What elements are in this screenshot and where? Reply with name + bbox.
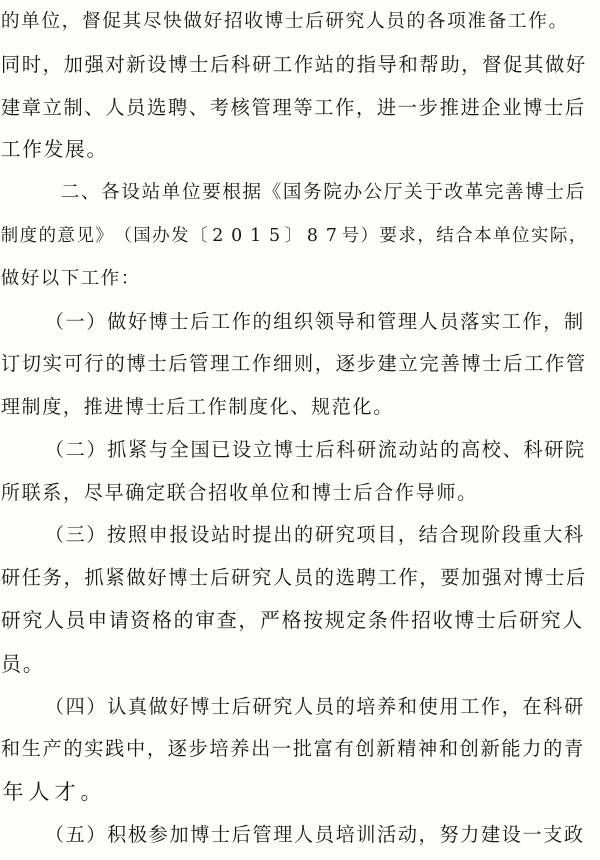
text-line: 同 时 ， 加 强 对 新 设 博 士 后 科 研 工 作 站 的 指 导 和 帮 助 ， 督 促 其 做 好 <box>0 53 586 76</box>
text-line: （ 五 ） 积 极 参 加 博 士 后 管 理 人 员 培 训 活 动 ， 努 力 建 设 一 支 政 <box>44 823 584 846</box>
text-line: 所 联 系 ， 尽 早 确 定 联 合 招 收 单 位 和 博 士 后 合 作 导 师 。 <box>0 482 477 504</box>
text-line: 年 人 才 。 <box>2 780 102 804</box>
text-line: 研 任 务 ， 抓 紧 做 好 博 士 后 研 究 人 员 的 选 聘 工 作 ， 要 加 强 对 博 士 后 <box>0 566 586 589</box>
text-line: 理 制 度 ， 推 进 博 士 后 工 作 制 度 化 、 规 范 化 。 <box>0 396 393 418</box>
text-line: 工 作 发 展 。 <box>0 138 107 161</box>
text-line: （ 二 ） 抓 紧 与 全 国 已 设 立 博 士 后 科 研 流 动 站 的 高 校 、 科 研 院 <box>44 438 585 461</box>
text-line: 二 、 各 设 站 单 位 要 根 据 《 国 务 院 办 公 厅 关 于 改 革 完 善 博 士 后 <box>60 182 585 203</box>
text-line: 制 度 的 意 见 》 （ 国 办 发 〔 2 0 1 5 〕 8 7 号 ） 要 求 ， 结 合 本 单 位 实 际 ， <box>0 226 587 246</box>
text-line: （ 三 ） 按 照 申 报 设 站 时 提 出 的 研 究 项 目 ， 结 合 现 阶 段 重 大 科 <box>44 523 584 546</box>
text-line: （ 四 ） 认 真 做 好 博 士 后 研 究 人 员 的 培 养 和 使 用 工 作 ， 在 科 研 <box>44 695 584 718</box>
text-line: 研 究 人 员 申 请 资 格 的 审 查 ， 严 格 按 规 定 条 件 招 收 博 士 后 研 究 人 <box>0 609 583 632</box>
text-line: 做 好 以 下 工 作 ： <box>0 268 140 289</box>
text-line: 员 。 <box>0 652 44 676</box>
text-line: 建 章 立 制 、 人 员 选 聘 、 考 核 管 理 等 工 作 ， 进 一 步 推 进 企 业 博 士 后 <box>0 96 585 119</box>
text-line: 的 单 位 ， 督 促 其 尽 快 做 好 招 收 博 士 后 研 究 人 员 的 各 项 准 备 工 作 。 <box>0 11 568 32</box>
text-line: （ 一 ） 做 好 博 士 后 工 作 的 组 织 领 导 和 管 理 人 员 落 实 工 作 ， 制 <box>44 310 584 333</box>
text-line: 订 切 实 可 行 的 博 士 后 管 理 工 作 细 则 ， 逐 步 建 立 完 善 博 士 后 工 作 管 <box>0 352 586 375</box>
text-line: 和 生 产 的 实 践 中 ， 逐 步 培 养 出 一 批 富 有 创 新 精 神 和 创 新 能 力 的 青 <box>0 737 584 760</box>
